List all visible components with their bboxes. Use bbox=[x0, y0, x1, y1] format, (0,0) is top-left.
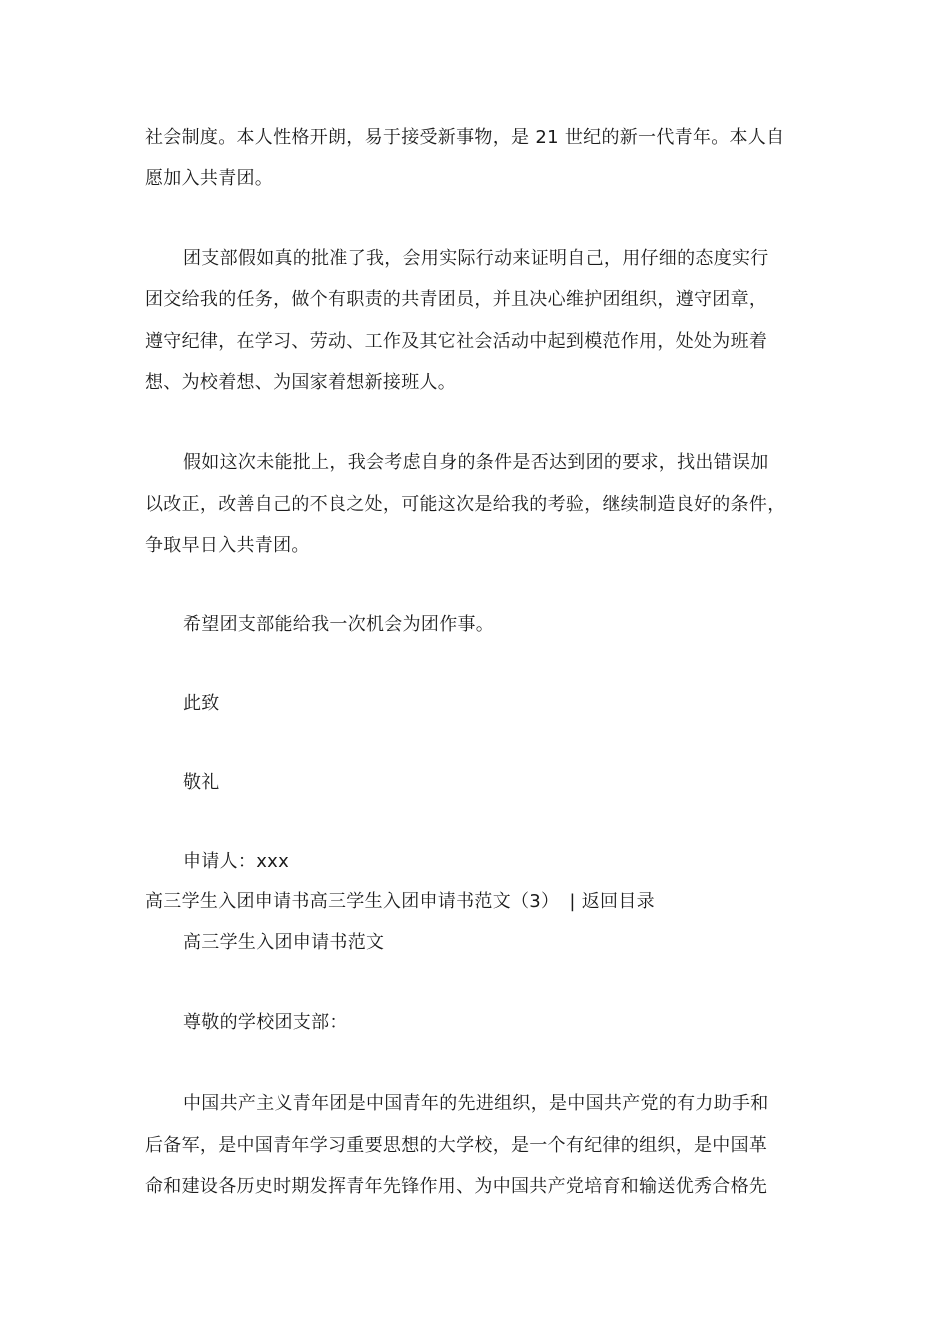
paragraph-line: 命和建设各历史时期发挥青年先锋作用、为中国共产党培育和输送优秀合格先 bbox=[145, 1176, 768, 1197]
paragraph-line: 争取早日入共青团。 bbox=[145, 535, 310, 556]
applicant-line: 申请人：xxx bbox=[183, 851, 290, 872]
paragraph-line: 中国共产主义青年团是中国青年的先进组织，是中国共产党的有力助手和 bbox=[183, 1093, 769, 1114]
closing-line: 此致 bbox=[183, 693, 220, 714]
paragraph-line: 团交给我的任务，做个有职责的共青团员，并且决心维护团组织，遵守团章， bbox=[145, 289, 768, 310]
paragraph-line: 希望团支部能给我一次机会为团作事。 bbox=[183, 614, 495, 635]
paragraph-line: 想、为校着想、为国家着想新接班人。 bbox=[145, 372, 457, 393]
paragraph-line: 愿加入共青团。 bbox=[145, 168, 274, 189]
closing-line: 敬礼 bbox=[183, 772, 220, 793]
paragraph-line: 团支部假如真的批准了我，会用实际行动来证明自己，用仔细的态度实行 bbox=[183, 248, 769, 269]
salutation: 尊敬的学校团支部： bbox=[183, 1012, 348, 1033]
section-heading bbox=[145, 891, 655, 913]
paragraph-line: 假如这次未能批上，我会考虑自身的条件是否达到团的要求，找出错误加 bbox=[183, 452, 769, 473]
paragraph-line: 社会制度。本人性格开朗，易于接受新事物，是 21 世纪的新一代青年。本人自 bbox=[145, 127, 785, 148]
section-title-link[interactable]: 高三学生入团申请书高三学生入团申请书范文（3） bbox=[145, 891, 560, 912]
back-to-contents-link[interactable]: | 返回目录 bbox=[569, 891, 655, 912]
document-subtitle: 高三学生入团申请书范文 bbox=[183, 932, 385, 953]
paragraph-line: 遵守纪律，在学习、劳动、工作及其它社会活动中起到模范作用，处处为班着 bbox=[145, 331, 768, 352]
paragraph-line: 后备军，是中国青年学习重要思想的大学校，是一个有纪律的组织，是中国革 bbox=[145, 1135, 768, 1156]
paragraph-line: 以改正，改善自己的不良之处，可能这次是给我的考验，继续制造良好的条件， bbox=[145, 494, 786, 515]
